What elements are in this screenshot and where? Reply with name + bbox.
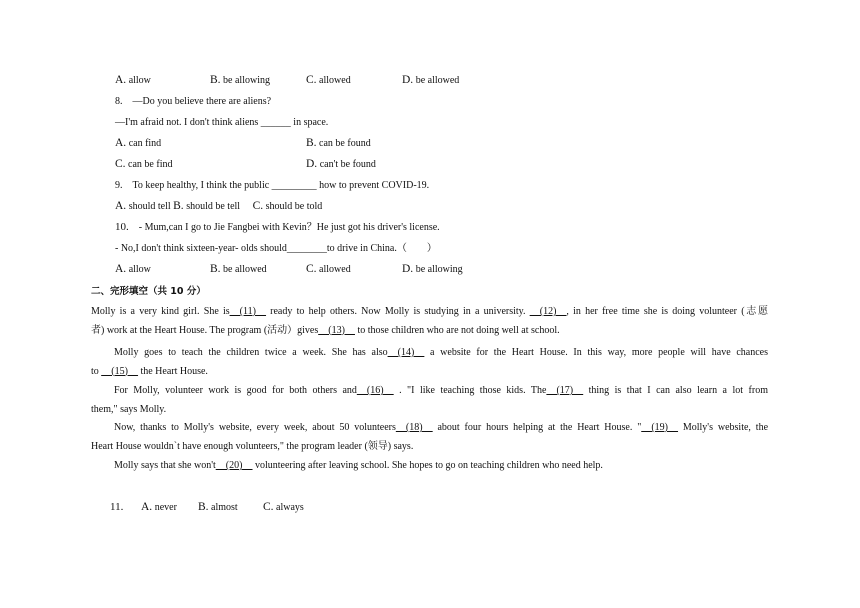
blank-11[interactable]: __(11)__ — [229, 306, 266, 317]
passage-paragraph-2 — [91, 344, 768, 381]
q10-option-c: C. allowed — [306, 263, 351, 275]
q8-option-b: B. can be found — [306, 137, 371, 149]
q10-option-a: A. allow — [115, 263, 151, 275]
q10-number: 10. — [115, 221, 129, 233]
blank-18[interactable]: __(18)__ — [395, 422, 433, 433]
p1-line2: 者) work at the Heart House. The program (活动）gives__(13)__ to those children who are not doing well at school. — [91, 324, 560, 336]
q8-stem-text: —Do you believe there are aliens? — [132, 96, 272, 107]
q8-line2: —I'm afraid not. I don't think aliens ______ in space. — [115, 117, 329, 128]
q11-number: 11. — [110, 501, 124, 513]
q10-option-c-text: allowed — [319, 264, 351, 275]
p5-line1: Molly says that she won't__(20)__ volunteering after leaving school. She hopes to go on teaching children who need help. — [114, 460, 603, 471]
q9-number: 9. — [115, 180, 123, 191]
p2-line1: Molly goes to teach the children twice a week. She has also__(14)__ a website for the Heart House. In this way, more people will have chances — [114, 347, 768, 358]
p2-line2: to __(15)__ the Heart House. — [91, 365, 208, 377]
section-title: 二、完形填空（共 10 分） — [91, 286, 206, 297]
q11-option-b: B. almost — [198, 501, 238, 513]
q8-number: 8. — [115, 96, 123, 107]
q11-option-a: A. never — [141, 501, 177, 513]
blank-19[interactable]: __(19)__ — [641, 422, 678, 433]
p4-line2: Heart House wouldn`t have enough volunteers," the program leader (领导) says. — [91, 440, 414, 452]
q8-option-c: C. can be find — [115, 158, 173, 170]
q9-option-c-text: should be told — [265, 201, 323, 212]
blank-17[interactable]: __(17)__ — [546, 385, 584, 396]
blank-16[interactable]: __(16)__ — [356, 385, 394, 396]
p4-line1: Now, thanks to Molly's website, every week, about 50 volunteers__(18)__ about four hours helping at the Heart House. "__(19)__ Molly's website, the — [114, 422, 769, 433]
q11-option-b-text: almost — [211, 502, 238, 513]
q10-option-d-text: be allowing — [415, 264, 463, 275]
q11-option-a-text: never — [154, 502, 177, 513]
q9-options: A. should tell B. should be tell C. should be told — [115, 200, 323, 212]
q7-option-c: C. allowed — [306, 74, 351, 86]
q9-stem — [115, 179, 429, 192]
blank-12[interactable]: __(12)__ — [529, 306, 567, 317]
q9-option-a-text: should tell — [128, 201, 171, 212]
q8-option-d-text: can't be found — [319, 159, 376, 170]
p1-line1: Molly is a very kind girl. She is__(11)__ ready to help others. Now Molly is studying in a university. __(12)__, in her free time she is doing volunteer (志愿 — [91, 306, 768, 317]
q9-stem-text: To keep healthy, I think the public _________ how to prevent COVID-19. — [132, 180, 430, 191]
q9-option-b-text: should be tell — [186, 201, 241, 212]
q10-option-d: D. be allowing — [402, 263, 463, 275]
q11-option-c: C. always — [263, 501, 304, 513]
q10-option-a-text: allow — [128, 264, 151, 275]
q10-option-b-text: be allowed — [223, 264, 267, 275]
q8-option-a: A. can find — [115, 137, 162, 149]
passage-paragraph-5 — [91, 457, 768, 476]
q8-option-c-text: can be find — [128, 159, 173, 170]
q10-stem-text: - Mum,can I go to Jie Fangbei with Kevin？He just got his driver's license. — [138, 222, 440, 233]
blank-15[interactable]: __(15)__ — [101, 365, 138, 377]
q10-option-b: B. be allowed — [210, 263, 267, 275]
q7-option-b: B. be allowing — [210, 74, 270, 86]
q10-line2: - No,I don't think sixteen-year- olds should________to drive in China.（ ） — [115, 243, 437, 254]
q8-option-a-text: can find — [128, 138, 162, 149]
q8-stem — [115, 95, 271, 108]
blank-20[interactable]: __(20)__ — [215, 460, 253, 471]
passage-paragraph-3 — [91, 382, 768, 419]
q7-option-a: A. allow — [115, 74, 151, 86]
q10-stem — [115, 221, 440, 234]
p3-line2: them," says Molly. — [91, 403, 167, 415]
q7-option-c-text: allowed — [319, 75, 351, 86]
q11-option-c-text: always — [276, 502, 304, 513]
p3-line1: For Molly, volunteer work is good for both others and__(16)__ . "I like teaching those kids. The__(17)__ thing is that I can also learn a lot from — [114, 385, 768, 396]
q8-option-b-text: can be found — [319, 138, 371, 149]
passage-paragraph-1 — [91, 303, 768, 340]
q7-option-d: D. be allowed — [402, 74, 460, 86]
passage-paragraph-4 — [91, 419, 768, 456]
blank-13[interactable]: __(13)__ — [318, 324, 355, 336]
blank-14[interactable]: __(14)__ — [387, 347, 425, 358]
q8-option-d: D. can't be found — [306, 158, 376, 170]
q7-option-d-text: be allowed — [415, 75, 460, 86]
q7-option-a-text: allow — [128, 75, 151, 86]
q7-option-b-text: be allowing — [223, 75, 270, 86]
